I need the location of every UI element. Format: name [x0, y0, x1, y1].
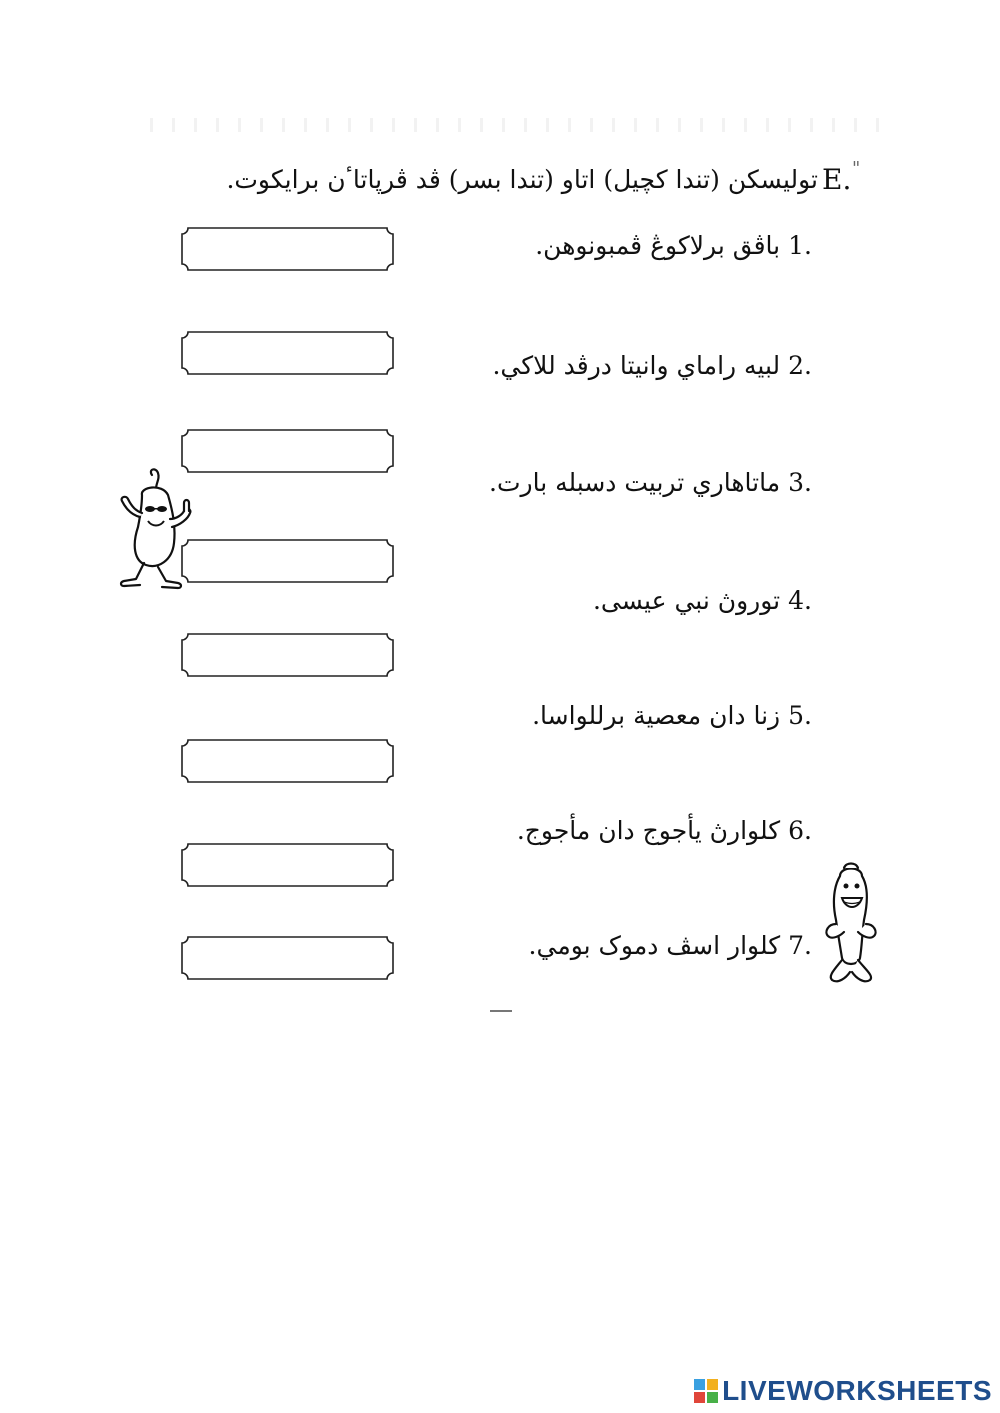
- question-number: 6.: [788, 816, 812, 845]
- scan-artifact: [150, 118, 880, 132]
- answer-box-2[interactable]: [180, 330, 395, 376]
- question-number: 5.: [788, 701, 812, 730]
- answer-box-7[interactable]: [180, 842, 395, 888]
- question-3: [432, 462, 812, 504]
- scan-mark: ": [852, 158, 861, 179]
- scan-mark-dash: [490, 1010, 512, 1012]
- answer-box-3[interactable]: [180, 428, 395, 474]
- answer-box-1[interactable]: [180, 226, 395, 272]
- answer-box-8[interactable]: [180, 935, 395, 981]
- question-text: ماتاهاري تربيت دسبله بارت.: [489, 468, 781, 497]
- question-text: كلوارڽ يأجوج دان مأجوج.: [516, 816, 781, 845]
- question-number: 2.: [788, 351, 812, 380]
- question-2: [432, 345, 812, 387]
- question-text: زنا دان معصية برللواسا.: [532, 701, 781, 730]
- smiling-mascot-icon: [822, 862, 880, 990]
- liveworksheets-logo: [694, 1373, 992, 1409]
- question-text: توروڽ نبي عيسى.: [592, 586, 781, 615]
- answer-box-6[interactable]: [180, 738, 395, 784]
- answer-box-5[interactable]: [180, 632, 395, 678]
- liveworksheets-logo-icon: [694, 1379, 718, 1403]
- question-7: [432, 925, 812, 967]
- banana-thumbs-up-mascot-icon: [112, 465, 200, 590]
- instruction-text: تولیسکن (تندا کچیل) اتاو (تندا بسر) ڤد ڤرپاتاٴن برایکوت.: [226, 165, 818, 194]
- question-6: [432, 810, 812, 852]
- question-text: لبيه راماي وانيتا درڤد للاكي.: [492, 351, 781, 380]
- question-5: [432, 695, 812, 737]
- logo-text: LIVEWORKSHEETS: [722, 1375, 992, 1406]
- question-number: 3.: [788, 468, 812, 497]
- question-1: [432, 225, 812, 267]
- answer-box-4[interactable]: [180, 538, 395, 584]
- section-letter: E.: [822, 163, 852, 196]
- question-number: 4.: [788, 586, 812, 615]
- question-text: باڤق برلاكوڠ ڤمبونوهن.: [535, 231, 781, 260]
- question-text: كلوار اسڤ دموک بومي.: [528, 931, 781, 960]
- question-number: 7.: [788, 931, 812, 960]
- question-4: [432, 580, 812, 622]
- question-number: 1.: [788, 231, 812, 260]
